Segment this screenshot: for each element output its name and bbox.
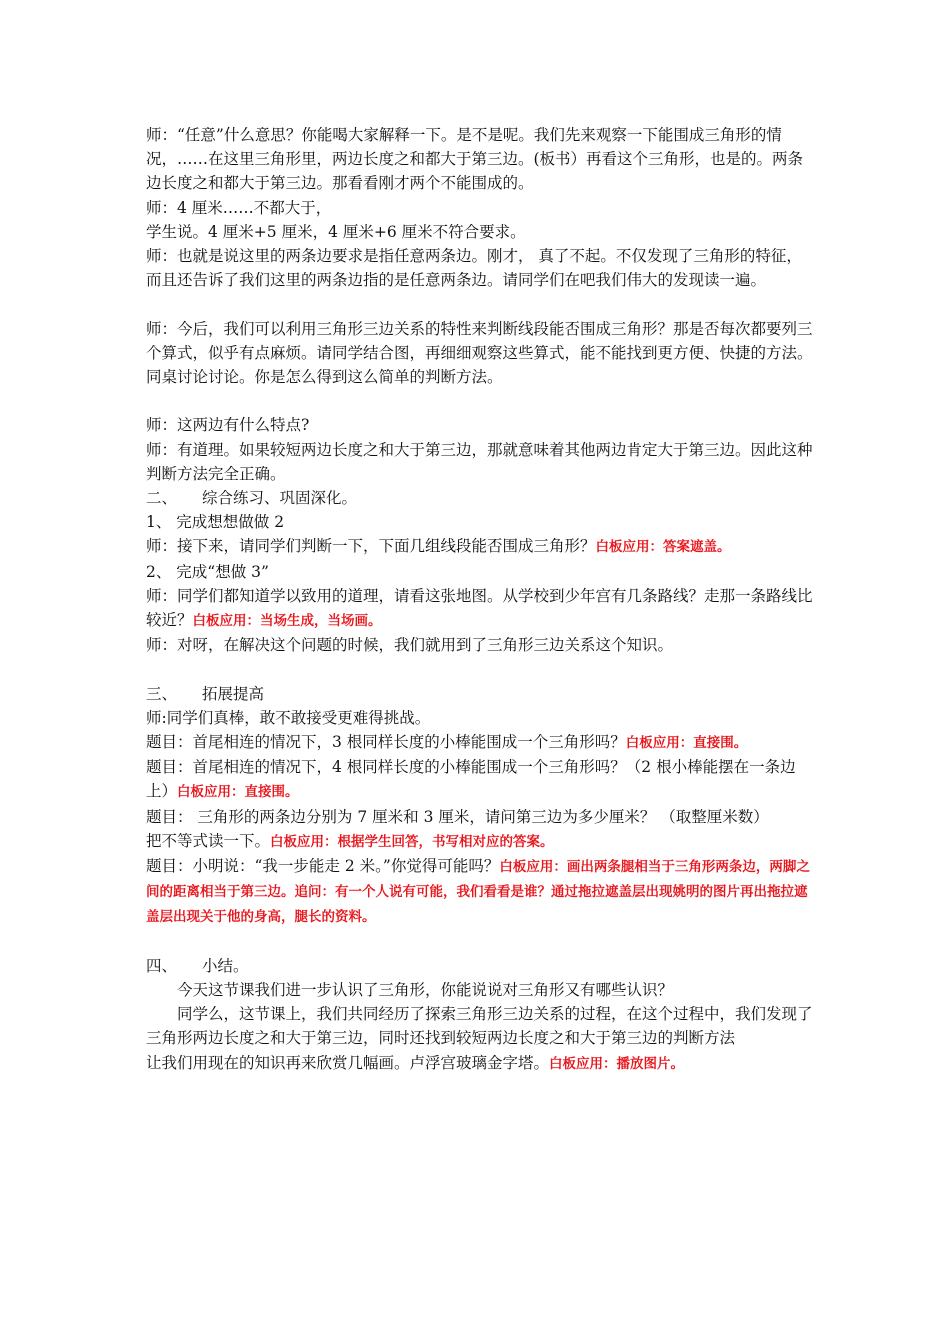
- text: 让我们用现在的知识再来欣赏几幅画。卢浮宫玻璃金字塔。: [146, 1053, 550, 1072]
- paragraph-judge-segments: [146, 534, 816, 559]
- document-page: [146, 123, 816, 1076]
- whiteboard-note: 白板应用：画出两条腿相当于三角形两条边，两脚之间的距离相当于第三边。追问：有一个人说有可能，我们看看是谁？通过拖拉遮盖层出现姚明的图片再出拖拉遮盖层出现关于他的身高，腿长的资料。: [146, 859, 810, 926]
- list-item-2: 2、 完成“想做 3”: [146, 562, 269, 581]
- whiteboard-note: 白板应用：直接围。: [177, 784, 299, 801]
- paragraph-map: [146, 584, 816, 633]
- text: 题目：首尾相连的情况下，3 根同样长度的小棒能围成一个三角形吗？: [146, 733, 626, 752]
- paragraph-reasonable: 师：有道理。如果较短两边长度之和大于第三边，那就意味着其他两边肯定大于第三边。因此这种判断方法完全正确。: [146, 440, 813, 483]
- whiteboard-note: 白板应用：播放图片。: [549, 1055, 685, 1072]
- whiteboard-note: 白板应用：根据学生回答，书写相对应的答案。: [270, 833, 554, 850]
- whiteboard-note: 白板应用：当场生成，当场画。: [192, 613, 382, 630]
- spacer: [146, 389, 816, 413]
- section-heading-4: [146, 954, 816, 978]
- paragraph-question-3-sticks: [146, 730, 816, 755]
- paragraph-used-knowledge: 师：对呀，在解决这个问题的时候，我们就用到了三角形三边关系这个知识。: [146, 636, 674, 655]
- paragraph-question-4-sticks: [146, 755, 816, 804]
- spacer: [146, 292, 816, 316]
- paragraph-appreciate: [146, 1051, 816, 1076]
- section-title: 拓展提高: [202, 684, 265, 703]
- paragraph-summary-1: 今天这节课我们进一步认识了三角形，你能说说对三角形又有哪些认识？: [177, 981, 674, 1000]
- paragraph-4cm: 师：4 厘米……不都大于，: [146, 198, 332, 217]
- section-number: 三、: [146, 684, 178, 703]
- paragraph-teacher-arbitrary: 师：“任意”什么意思？你能喝大家解释一下。是不是呢。我们先来观察一下能围成三角形的情况，……在这里三角形里，两边长度之和都大于第三边。(板书）再看这个三角形，也是的。两条边长度之和都大于第三边。那看看刚才两个不能围成的。: [146, 126, 804, 193]
- text: 师：接下来，请同学们判断一下，下面几组线段能否围成三角形？: [146, 537, 596, 556]
- whiteboard-note: 白板应用：直接围。: [625, 735, 748, 752]
- text: 师：同学们都知道学以致用的道理，请看这张地图。从学校到少年宫有几条路线？走那一条路线比较近？: [146, 586, 813, 630]
- section-title: 小结。: [202, 956, 249, 975]
- paragraph-student-says: 学生说。4 厘米+5 厘米，4 厘米+6 厘米不符合要求。: [146, 222, 526, 241]
- section-heading-2: [146, 486, 816, 510]
- section-number: 四、: [146, 956, 178, 975]
- paragraph-any-two-sides: 师：也就是说这里的两条边要求是指任意两条边。刚才， 真了不起。不仅发现了三角形的特征，而且还告诉了我们这里的两条边指的是任意两条边。请同学们在吧我们伟大的发现读一遍。: [146, 247, 802, 290]
- whiteboard-note: 白板应用：答案遮盖。: [595, 539, 731, 556]
- paragraph-judgement-method: 师：今后，我们可以利用三角形三边关系的特性来判断线段能否围成三角形？那是否每次都要列三个算式，似乎有点麻烦。请同学结合图，再细细观察这些算式，能不能找到更方便、快捷的方法。同桌讨论讨论。你是怎么得到这么简单的判断方法。: [146, 319, 813, 387]
- list-item-1: 1、 完成想想做做 2: [146, 513, 285, 532]
- spacer: [146, 657, 816, 681]
- paragraph-two-sides-feature: 师：这两边有什么特点?: [146, 416, 310, 435]
- paragraph-challenge: 师:同学们真棒，敢不敢接受更难得挑战。: [146, 708, 431, 727]
- paragraph-read-inequality: [146, 829, 816, 854]
- text: 题目：首尾相连的情况下，4 根同样长度的小棒能围成一个三角形吗？（2 根小棒能摆在一条边上）: [146, 758, 796, 801]
- paragraph-question-third-side: 题目： 三角形的两条边分别为 7 厘米和 3 厘米，请问第三边为多少厘米？ （取整厘米数）: [146, 807, 769, 826]
- text: 题目：小明说：“我一步能走 2 米。”你觉得可能吗？: [146, 857, 500, 876]
- text: 把不等式读一下。: [146, 831, 271, 850]
- paragraph-summary-2: 同学么，这节课上，我们共同经历了探索三角形三边关系的过程，在这个过程中，我们发现了三角形两边长度之和大于第三边，同时还找到较短两边长度之和大于第三边的判断方法: [146, 1005, 813, 1048]
- section-title: 综合练习、巩固深化。: [202, 489, 358, 508]
- paragraph-question-xiaoming: [146, 854, 816, 930]
- section-number: 二、: [146, 489, 178, 508]
- section-heading-3: [146, 682, 816, 706]
- spacer: [146, 930, 816, 954]
